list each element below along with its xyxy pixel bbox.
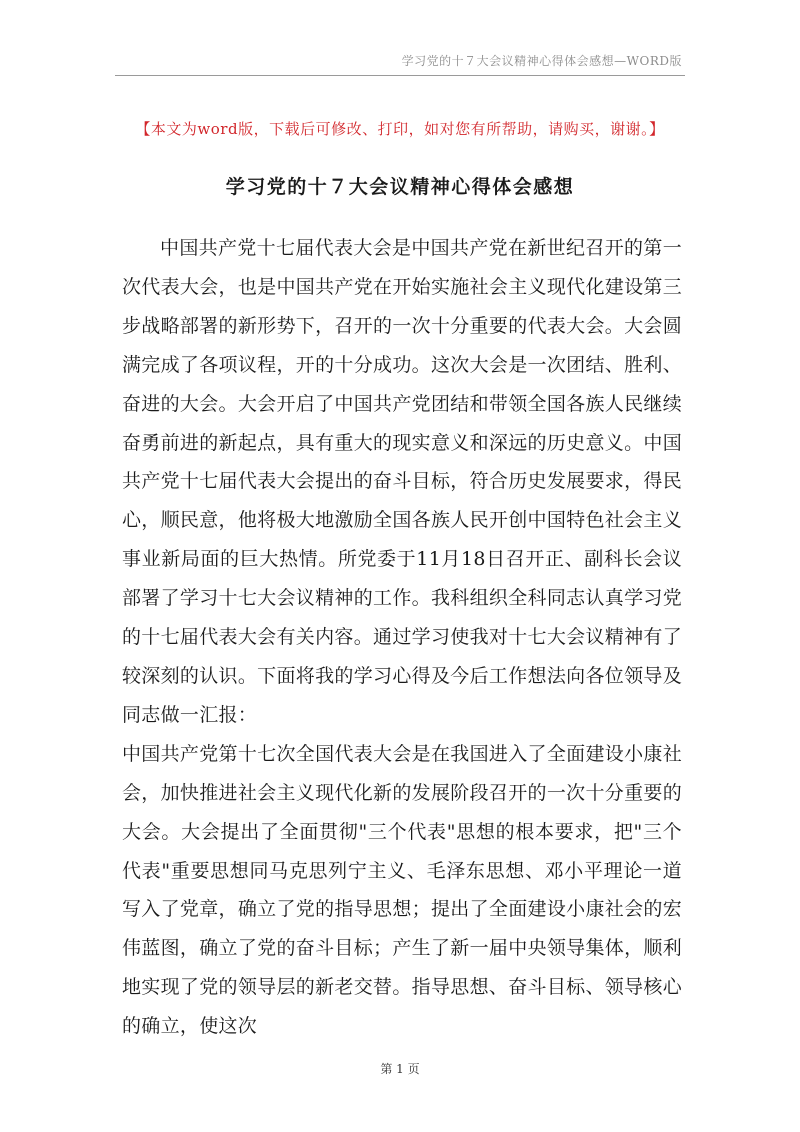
body-paragraph-2: 中国共产党第十七次全国代表大会是在我国进入了全面建设小康社会，加快推进社会主义现代化新的发展阶段召开的一次十分重要的大会。大会提出了全面贯彻"三个代表"思想的根本要求，把"三个代表"重要思想同马克思列宁主义、毛泽东思想、邓小平理论一道写入了党章，确立了党的指导思想；提出了全面建设小康社会的宏伟蓝图，确立了党的奋斗目标；产生了新一届中央领导集体，顺利地实现了党的领导层的新老交替。指导思想、奋斗目标、领导核心的确立，使这次 xyxy=(122,742,682,1038)
document-title: 学习党的十７大会议精神心得体会感想 xyxy=(225,176,575,198)
page-number: 第 1 页 xyxy=(380,1062,420,1076)
document-body xyxy=(122,229,682,1046)
download-notice: 【本文为word版，下载后可修改、打印，如对您有所帮助，请购买，谢谢。】 xyxy=(135,120,665,138)
running-header: 学习党的十７大会议精神心得体会感想—WORD版 xyxy=(401,54,682,68)
header-divider xyxy=(115,75,685,76)
body-paragraph-1: 中国共产党十七届代表大会是中国共产党在新世纪召开的第一次代表大会，也是中国共产党在开始实施社会主义现代化建设第三步战略部署的新形势下，召开的一次十分重要的代表大会。大会圆满完成了各项议程，开的十分成功。这次大会是一次团结、胜利、奋进的大会。大会开启了中国共产党团结和带领全国各族人民继续奋勇前进的新起点，具有重大的现实意义和深远的历史意义。中国共产党十七届代表大会提出的奋斗目标，符合历史发展要求，得民心，顺民意，他将极大地激励全国各族人民开创中国特色社会主义事业新局面的巨大热情。所党委于11月18日召开正、副科长会议部署了学习十七大会议精神的工作。我科组织全科同志认真学习党的十七届代表大会有关内容。通过学习使我对十七大会议精神有了较深刻的认识。下面将我的学习心得及今后工作想法向各位领导及同志做一汇报： xyxy=(122,237,682,726)
